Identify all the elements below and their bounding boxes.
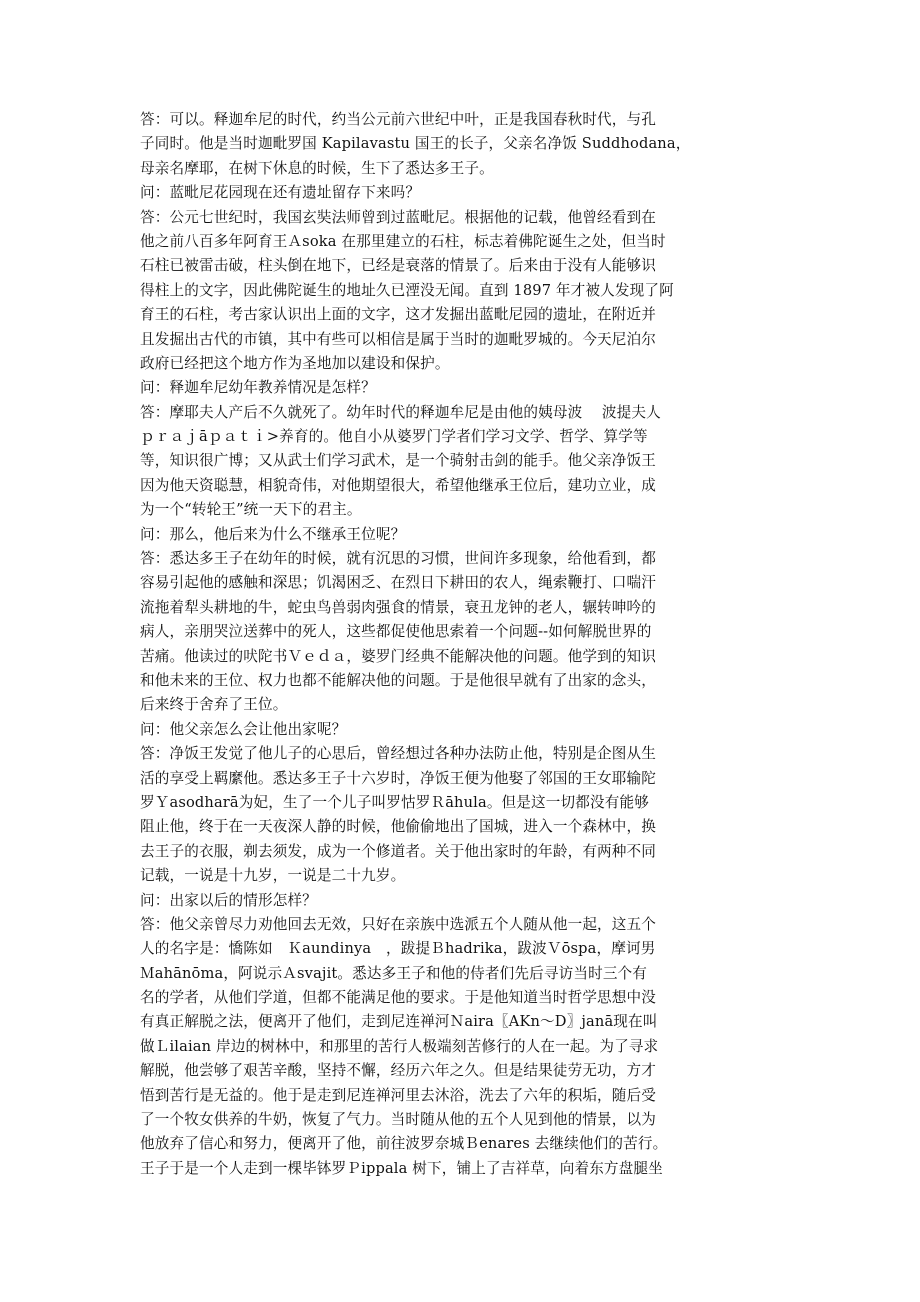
answer-line: 答：摩耶夫人产后不久就死了。幼年时代的释迦牟尼是由他的姨母波 波提夫人 — [140, 403, 661, 421]
text-line: 等，知识很广博；又从武士们学习武术，是一个骑射击剑的能手。他父亲净饭王 — [140, 452, 657, 470]
text-line: 名的学者，从他们学道，但都不能满足他的要求。于是他知道当时哲学思想中没 — [140, 989, 657, 1007]
text-line: 苦痛。他读过的吠陀书Ｖｅｄａ，婆罗门经典不能解决他的问题。他学到的知识 — [140, 647, 657, 665]
text-line: 有真正解脱之法，便离开了他们，走到尼连禅河Ｎaira〖AKn～D〗janā现在叫 — [140, 1013, 658, 1031]
text-line: 去王子的衣服，剃去须发，成为一个修道者。关于他出家时的年龄，有两种不同 — [140, 842, 657, 860]
document-body — [140, 108, 720, 1181]
text-line: 因为他天资聪慧，相貌奇伟，对他期望很大，希望他继承王位后，建功立业，成 — [140, 476, 657, 494]
text-line: 病人，亲朋哭泣送葬中的死人，这些都促使他思索着一个问题--如何解脱世界的 — [140, 623, 652, 641]
text-line: 悟到苦行是无益的。他于是走到尼连禅河里去沐浴，洗去了六年的积垢，随后受 — [140, 1086, 657, 1104]
text-line: 活的享受上羁縻他。悉达多王子十六岁时，净饭王便为他娶了邻国的王女耶输陀 — [140, 769, 657, 787]
text-line: 他放弃了信心和努力，便离开了他，前往波罗奈城Ｂenares 去继续他们的苦行。 — [140, 1135, 668, 1153]
answer-line: 答：可以。释迦牟尼的时代，约当公元前六世纪中叶，正是我国春秋时代，与孔 — [140, 111, 657, 128]
answer-line: 答：悉达多王子在幼年的时候，就有沉思的习惯，世间许多现象，给他看到，都 — [140, 550, 657, 568]
text-line: 记载，一说是十九岁，一说是二十九岁。 — [140, 867, 406, 885]
text-line: 了一个牧女供养的牛奶，恢复了气力。当时随从他的五个人见到他的情景，以为 — [140, 1111, 657, 1129]
text-line: 容易引起他的感触和深思；饥渴困乏、在烈日下耕田的农人，绳索鞭打、口喘汗 — [140, 574, 657, 592]
question-line: 问：蓝毗尼花园现在还有遗址留存下来吗？ — [140, 184, 421, 202]
text-line: 且发掘出古代的市镇，其中有些可以相信是属于当时的迦毗罗城的。今天尼泊尔 — [140, 330, 657, 348]
text-line: 人的名字是：憍陈如 Ｋaundinya ，跋提Ｂhadrika，跋波Ｖōspa，摩诃男 — [140, 940, 656, 958]
text-line: 得柱上的文字，因此佛陀诞生的地址久已湮没无闻。直到 1897 年才被人发现了阿 — [140, 281, 674, 299]
text-line: 母亲名摩耶，在树下休息的时候，生下了悉达多王子。 — [140, 159, 494, 177]
question-line: 问：释迦牟尼幼年教养情况是怎样？ — [140, 379, 376, 397]
text-line: 罗Ｙasodharā为妃，生了一个儿子叫罗怙罗Ｒāhula。但是这一切都没有能够 — [140, 793, 649, 811]
text-line: 子同时。他是当时迦毗罗国 Kapilavastu 国王的长子，父亲名净饭 Suddhodana， — [140, 135, 691, 153]
question-line: 问：他父亲怎么会让他出家呢？ — [140, 720, 347, 738]
answer-line: 答：公元七世纪时，我国玄奘法师曾到过蓝毗尼。根据他的记载，他曾经看到在 — [140, 208, 657, 226]
question-line: 问：出家以后的情形怎样？ — [140, 891, 317, 909]
text-line: 阻止他，终于在一天夜深人静的时候，他偷偷地出了国城，进入一个森林中，换 — [140, 818, 657, 836]
text-line: 后来终于舍弃了王位。 — [140, 696, 288, 714]
text-line: 和他未来的王位、权力也都不能解决他的问题。于是他很早就有了出家的念头， — [140, 671, 657, 689]
answer-line: 答：他父亲曾尽力劝他回去无效，只好在亲族中选派五个人随从他一起，这五个 — [140, 915, 657, 933]
text-line: 他之前八百多年阿育王Ａsoka 在那里建立的石柱，标志着佛陀诞生之处，但当时 — [140, 232, 666, 250]
question-line: 问：那么，他后来为什么不继承王位呢？ — [140, 525, 406, 543]
text-line: 做Ｌilaian 岸边的树林中，和那里的苦行人极端刻苦修行的人在一起。为了寻求 — [140, 1037, 659, 1055]
text-line: 流拖着犁头耕地的牛，蛇虫鸟兽弱肉强食的情景，衰丑龙钟的老人，辗转呻吟的 — [140, 598, 657, 616]
answer-line: 答：净饭王发觉了他儿子的心思后，曾经想过各种办法防止他，特别是企图从生 — [140, 745, 657, 763]
text-line: ｐｒａｊāｐａｔｉ>养育的。他自小从婆罗门学者们学习文学、哲学、算学等 — [140, 428, 648, 446]
text-line: 石柱已被雷击破，柱头倒在地下，已经是衰落的情景了。后来由于没有人能够识 — [140, 257, 657, 275]
text-line: 王子于是一个人走到一棵毕钵罗Ｐippala 树下，铺上了吉祥草，向着东方盘腿坐 — [140, 1159, 663, 1177]
text-line: 政府已经把这个地方作为圣地加以建设和保护。 — [140, 354, 450, 372]
text-line: 为一个“转轮王”统一天下的君主。 — [140, 501, 362, 519]
text-line: 育王的石柱，考古家认识出上面的文字，这才发掘出蓝毗尼园的遗址，在附近并 — [140, 306, 657, 324]
text-line: 解脱，他尝够了艰苦辛酸，坚持不懈，经历六年之久。但是结果徒劳无功，方才 — [140, 1062, 657, 1080]
text-line: Ｍahānōma，阿说示Ａsvajit。悉达多王子和他的侍者们先后寻访当时三个有 — [140, 964, 648, 982]
